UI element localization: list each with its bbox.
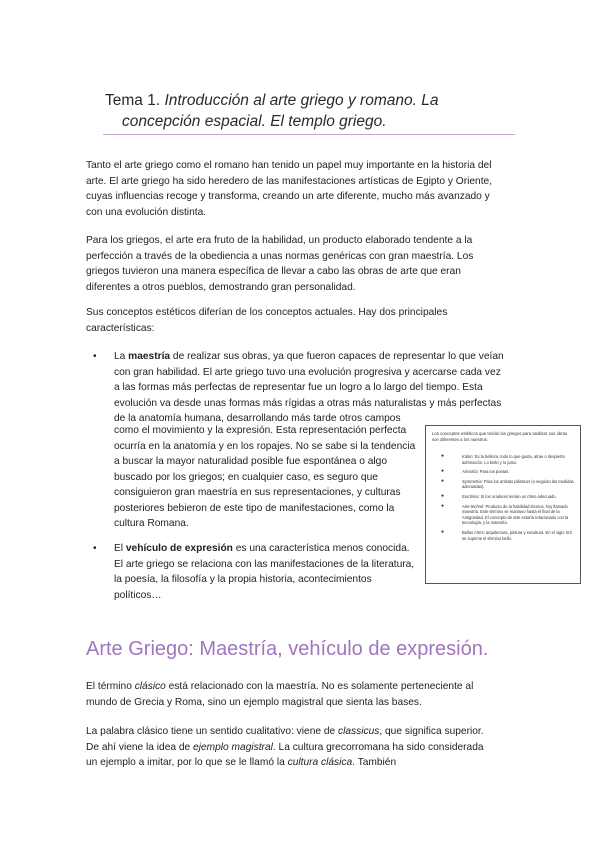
list-item <box>432 530 574 541</box>
text-run: está relacionado con la maestría. No es solamente perteneciente al mundo de Grecia y Roma, sino un ejemplo magistral que sienta las bases. <box>86 681 474 708</box>
title-underline <box>103 134 515 135</box>
intro-paragraph-2: Para los griegos, el arte era fruto de la habilidad, un producto elaborado tendente a la perfección a través de la obediencia a unas normas genéricas con gran maestría. Los griegos tuvieron una manera específica de llevar a cabo las obras de arte que eran diferentes a otros pueblos, demostrando gran personalidad. <box>86 235 474 293</box>
list-item <box>432 454 574 465</box>
list-item <box>432 479 574 490</box>
bullet-icon: ● <box>441 492 445 499</box>
bullet-text-maestria <box>114 349 506 427</box>
bullet-icon: • <box>93 543 97 554</box>
term: Armonía: <box>462 469 479 475</box>
page-title <box>105 90 505 132</box>
definition: Si los oradores tenían un ritmo adecuado. <box>479 493 557 499</box>
bullet-icon: ● <box>441 453 445 459</box>
keyword-maestria: maestría <box>128 351 171 362</box>
title-line-1: Introducción al arte griego y romano. La <box>164 92 439 109</box>
text-run: . La cultura grecorromana ha sido considerada un ejemplo a imitar, por lo que se le llamó la <box>86 741 484 768</box>
bullet-continuation-maestria <box>114 423 419 532</box>
list-item <box>432 469 574 475</box>
text-run: es una característica menos conocida. El arte griego se relaciona con las manifestaciones de la literatura, la poesía, la filosofía y la propia historia, acontecimientos políticos… <box>114 543 415 601</box>
bullet-icon: ● <box>441 528 445 535</box>
term: Kalon: <box>462 454 474 459</box>
emphasis: clásico <box>134 681 166 692</box>
list-item <box>432 504 574 526</box>
bullet-icon: ● <box>441 477 445 484</box>
bullet-icon: ● <box>441 468 445 475</box>
definition: Para los artistas plásticos (o seguían las medidas adecuadas). <box>462 478 574 490</box>
sidebox-intro: Los conceptos estéticos que tenían los griegos para analizar sus obras son diferentes a los nuestros. <box>432 431 568 443</box>
intro-paragraph-1: Tanto el arte griego como el romano han tenido un papel muy importante en la historia del arte. El arte griego ha sido heredero de las manifestaciones artísticas de Egipto y Oriente, cuyas influencias recoge y transforma, creando un arte diferente, mucho más avanzado y con una evolución distinta. <box>86 160 493 218</box>
emphasis: ejemplo magistral <box>193 741 273 753</box>
definition: Es la belleza, todo lo que gusta, atrae o despierta admiración. Lo bello y lo justo. <box>462 454 565 465</box>
definition: Para los poetas. <box>478 469 510 475</box>
text-run: . También <box>352 757 397 768</box>
section-paragraph-1 <box>86 679 496 710</box>
emphasis: classicus <box>338 726 380 737</box>
text-run: El término <box>86 681 135 692</box>
keyword-vehiculo: vehículo de expresión <box>125 543 233 554</box>
bullet-text-vehiculo <box>114 541 419 603</box>
text-run: El <box>114 543 126 554</box>
title-line-2: concepción espacial. El templo griego. <box>122 113 387 130</box>
emphasis: cultura clásica <box>287 757 353 768</box>
definition: Producto de la habilidad técnica, hoy llamado maestría. Este término se mantuvo hasta el final de la Antigüedad. El concepto de arte estaría relacionado con la tecnología, y la maestría. <box>462 503 569 526</box>
term: Arte-techné: <box>462 503 485 509</box>
bullet-icon: ● <box>441 502 445 509</box>
text-run: La <box>114 351 129 362</box>
bullet-icon: • <box>93 351 97 362</box>
definition: Bellas Artes: arquitectura, pintura y escultura. En el siglo XIX se suprime el término bello. <box>462 529 573 541</box>
text-run: , que significa superior. De ahí viene la idea de <box>86 726 484 753</box>
sidebox-list <box>432 454 574 545</box>
term: Eurritmia: <box>462 493 480 499</box>
text-run: La palabra clásico tiene un sentido cualitativo: viene de <box>86 726 339 737</box>
title-prefix: Tema 1. <box>105 92 165 109</box>
section-heading: Arte Griego: Maestría, vehículo de expresión. <box>86 638 489 660</box>
list-item <box>432 494 574 500</box>
section-paragraph-2 <box>86 724 496 771</box>
intro-paragraph-3: Sus conceptos estéticos diferían de los conceptos actuales. Hay dos principales características: <box>86 307 448 334</box>
text-run: como el movimiento y la expresión. Esta representación perfecta ocurría en la anatomía y en los ropajes. No se sabe si la tendencia a buscar la mayor naturalidad posible fue espontánea o algo buscado por los griegos; en cualquier caso, es seguro que consiguieron gran maestría en sus representaciones, y culturas posteriores bebieron de este tipo de manifestaciones, como la cultura Romana. <box>114 425 416 529</box>
text-run: de realizar sus obras, ya que fueron capaces de representar lo que veían con gran habilidad. El arte griego tuvo una evolución progresiva y acercarse cada vez a las formas más perfectas de representar fue un logro a lo largo del tiempo. Esta evolución va desde unas formas más rígidas a otras más naturalistas y más perfectas de la anatomía humana, desarrollando más tarde otros campos <box>114 351 504 424</box>
term: Symmetria: <box>462 478 483 484</box>
aesthetic-concepts-box <box>425 425 581 584</box>
